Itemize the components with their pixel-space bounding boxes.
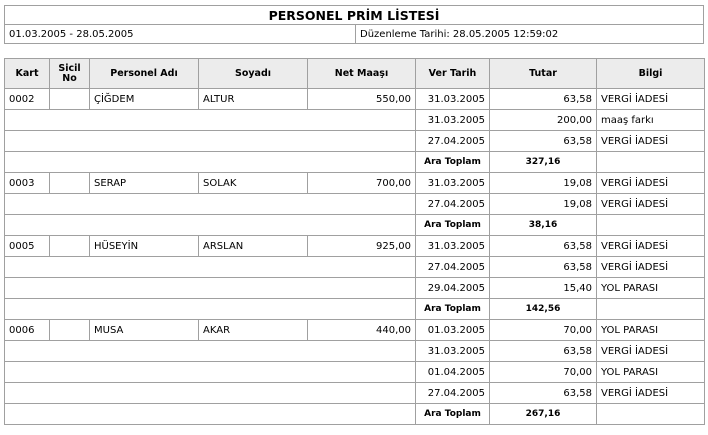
cell-tarih: 27.04.2005 <box>416 131 490 152</box>
subtotal-amount: 327,16 <box>490 152 597 173</box>
cell-tutar: 200,00 <box>490 110 597 131</box>
cell-sicil <box>50 320 90 341</box>
cell-bilgi: VERGİ İADESİ <box>597 173 705 194</box>
cell-tutar: 63,58 <box>490 236 597 257</box>
subtotal-info <box>597 299 705 320</box>
cell-sicil <box>50 89 90 110</box>
subtotal-amount: 267,16 <box>490 404 597 425</box>
col-header-ad: Personel Adı <box>90 59 199 89</box>
employee-row <box>5 89 705 110</box>
subtotal-spacer <box>5 215 416 236</box>
cell-tarih: 01.03.2005 <box>416 320 490 341</box>
payment-row <box>5 257 705 278</box>
employee-row <box>5 173 705 194</box>
cell-spacer <box>5 362 416 383</box>
payment-row <box>5 278 705 299</box>
subtotal-row <box>5 152 705 173</box>
col-header-bilgi: Bilgi <box>597 59 705 89</box>
subtotal-row <box>5 299 705 320</box>
cell-tutar: 63,58 <box>490 383 597 404</box>
payment-row <box>5 131 705 152</box>
report-header <box>4 5 704 44</box>
page-title: PERSONEL PRİM LİSTESİ <box>5 6 704 25</box>
cell-bilgi: VERGİ İADESİ <box>597 383 705 404</box>
subtotal-info <box>597 404 705 425</box>
cell-tarih: 31.03.2005 <box>416 110 490 131</box>
payment-row <box>5 110 705 131</box>
table-body <box>5 89 705 425</box>
cell-tutar: 19,08 <box>490 194 597 215</box>
cell-spacer <box>5 110 416 131</box>
cell-ad: SERAP <box>90 173 199 194</box>
premium-table <box>4 58 705 425</box>
cell-tutar: 15,40 <box>490 278 597 299</box>
subtotal-label: Ara Toplam <box>416 404 490 425</box>
cell-ad: MUSA <box>90 320 199 341</box>
cell-spacer <box>5 257 416 278</box>
cell-tarih: 27.04.2005 <box>416 257 490 278</box>
subtotal-label: Ara Toplam <box>416 152 490 173</box>
cell-kart: 0002 <box>5 89 50 110</box>
cell-spacer <box>5 278 416 299</box>
cell-bilgi: YOL PARASI <box>597 362 705 383</box>
subtotal-spacer <box>5 299 416 320</box>
cell-bilgi: YOL PARASI <box>597 320 705 341</box>
edit-date: Düzenleme Tarihi: 28.05.2005 12:59:02 <box>356 25 704 44</box>
cell-bilgi: VERGİ İADESİ <box>597 194 705 215</box>
cell-bilgi: YOL PARASI <box>597 278 705 299</box>
subtotal-label: Ara Toplam <box>416 299 490 320</box>
subtotal-amount: 142,56 <box>490 299 597 320</box>
cell-bilgi: VERGİ İADESİ <box>597 236 705 257</box>
employee-row <box>5 236 705 257</box>
payment-row <box>5 362 705 383</box>
subtotal-info <box>597 152 705 173</box>
cell-tarih: 31.03.2005 <box>416 236 490 257</box>
cell-maas: 550,00 <box>308 89 416 110</box>
date-range: 01.03.2005 - 28.05.2005 <box>5 25 356 44</box>
cell-spacer <box>5 194 416 215</box>
payment-row <box>5 383 705 404</box>
payment-row <box>5 341 705 362</box>
cell-tarih: 01.04.2005 <box>416 362 490 383</box>
subtotal-label: Ara Toplam <box>416 215 490 236</box>
cell-soyad: AKAR <box>199 320 308 341</box>
cell-tarih: 27.04.2005 <box>416 383 490 404</box>
cell-tutar: 63,58 <box>490 341 597 362</box>
cell-sicil <box>50 236 90 257</box>
col-header-tutar: Tutar <box>490 59 597 89</box>
col-header-maas: Net Maaşı <box>308 59 416 89</box>
cell-tarih: 31.03.2005 <box>416 173 490 194</box>
cell-maas: 700,00 <box>308 173 416 194</box>
cell-soyad: ARSLAN <box>199 236 308 257</box>
cell-spacer <box>5 383 416 404</box>
cell-spacer <box>5 131 416 152</box>
cell-tutar: 70,00 <box>490 320 597 341</box>
cell-kart: 0005 <box>5 236 50 257</box>
cell-tutar: 63,58 <box>490 257 597 278</box>
cell-maas: 925,00 <box>308 236 416 257</box>
cell-ad: ÇİĞDEM <box>90 89 199 110</box>
employee-row <box>5 320 705 341</box>
subtotal-amount: 38,16 <box>490 215 597 236</box>
cell-spacer <box>5 341 416 362</box>
cell-bilgi: VERGİ İADESİ <box>597 257 705 278</box>
cell-tutar: 19,08 <box>490 173 597 194</box>
cell-sicil <box>50 173 90 194</box>
subtotal-spacer <box>5 152 416 173</box>
cell-kart: 0003 <box>5 173 50 194</box>
col-header-sicil <box>50 59 90 89</box>
col-header-soyad: Soyadı <box>199 59 308 89</box>
cell-bilgi: VERGİ İADESİ <box>597 131 705 152</box>
cell-ad: HÜSEYİN <box>90 236 199 257</box>
subtotal-row <box>5 404 705 425</box>
cell-tutar: 63,58 <box>490 131 597 152</box>
cell-bilgi: VERGİ İADESİ <box>597 89 705 110</box>
cell-soyad: SOLAK <box>199 173 308 194</box>
cell-maas: 440,00 <box>308 320 416 341</box>
cell-bilgi: VERGİ İADESİ <box>597 341 705 362</box>
cell-tutar: 63,58 <box>490 89 597 110</box>
cell-tarih: 31.03.2005 <box>416 341 490 362</box>
col-header-sicil-label: Sicil No <box>58 62 81 84</box>
cell-kart: 0006 <box>5 320 50 341</box>
cell-bilgi: maaş farkı <box>597 110 705 131</box>
subtotal-info <box>597 215 705 236</box>
table-header-row <box>5 59 705 89</box>
col-header-kart: Kart <box>5 59 50 89</box>
subtotal-row <box>5 215 705 236</box>
payment-row <box>5 194 705 215</box>
cell-tutar: 70,00 <box>490 362 597 383</box>
col-header-tarih: Ver Tarih <box>416 59 490 89</box>
cell-tarih: 29.04.2005 <box>416 278 490 299</box>
cell-tarih: 27.04.2005 <box>416 194 490 215</box>
subtotal-spacer <box>5 404 416 425</box>
cell-soyad: ALTUR <box>199 89 308 110</box>
cell-tarih: 31.03.2005 <box>416 89 490 110</box>
